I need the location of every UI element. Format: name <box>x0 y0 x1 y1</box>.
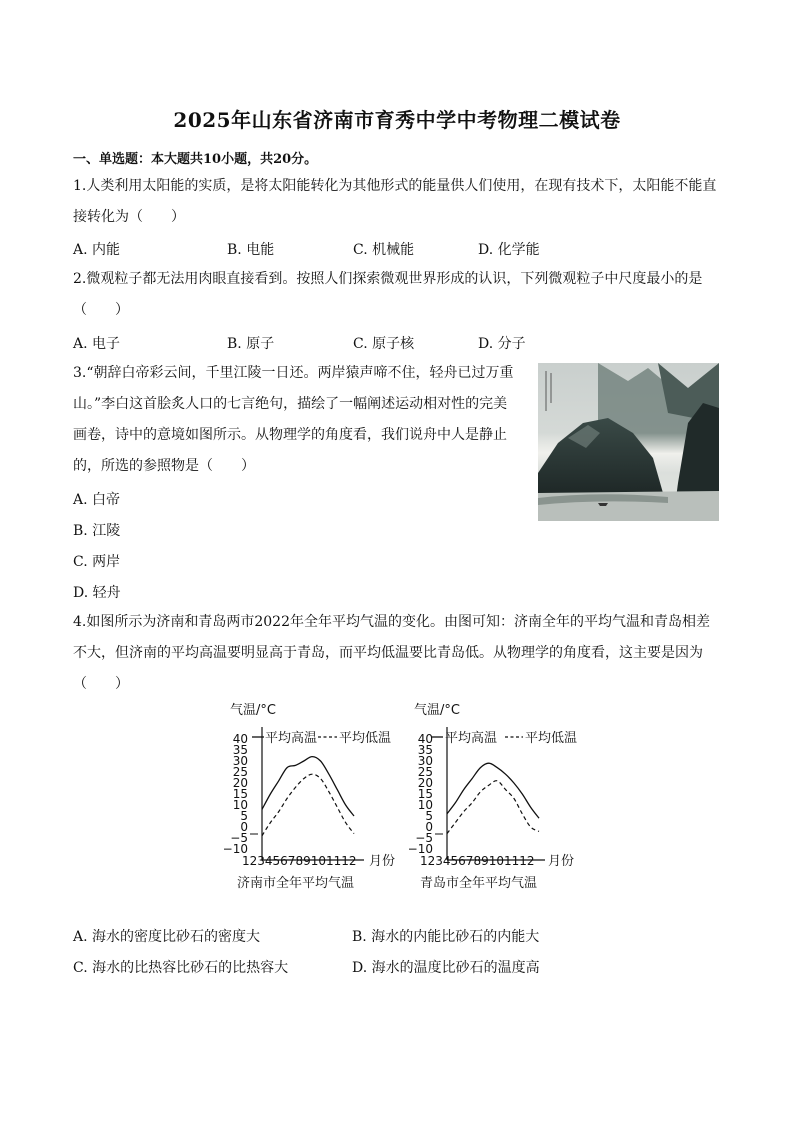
q3-line-1: 3.“朝辞白帝彩云间，千里江陵一日还。两岸猿声啼不住，轻舟已过万重 <box>73 365 514 381</box>
y-tick-label: 40 <box>417 732 433 746</box>
legend-low-label: 平均低温 <box>339 731 392 746</box>
chart-xtick-labels: 123456789101112 <box>420 854 535 868</box>
y-tick-label: −10 <box>222 842 248 856</box>
legend-high-label: 平均高温 <box>265 731 318 746</box>
chart-ylabel: 气温/°C <box>414 703 460 718</box>
q1-option-a[interactable]: A. 内能 <box>73 242 121 258</box>
series-low-line <box>447 781 539 834</box>
q3-line-3: 画卷，诗中的意境如图所示。从物理学的角度看，我们说舟中人是静止 <box>73 427 507 443</box>
y-tick-label: 0 <box>425 820 433 834</box>
y-tick-label: 35 <box>232 743 248 757</box>
y-tick-label: 40 <box>232 732 248 746</box>
y-tick-label: 30 <box>417 754 433 768</box>
y-tick-label: 25 <box>417 765 433 779</box>
chart-qingdao <box>397 697 597 897</box>
chart-title: 济南市全年平均气温 <box>237 876 355 891</box>
legend-low-label: 平均低温 <box>525 731 578 746</box>
q2-line-2: （ ） <box>73 302 129 318</box>
q2-option-b[interactable]: B. 原子 <box>227 336 275 352</box>
y-tick-label: −5 <box>415 831 433 845</box>
q4-option-d[interactable]: D. 海水的温度比砂石的温度高 <box>352 960 540 976</box>
q3-option-c[interactable]: C. 两岸 <box>73 554 121 570</box>
page-title: 2025年山东省济南市育秀中学中考物理二模试卷 <box>173 108 621 132</box>
q2-option-a[interactable]: A. 电子 <box>73 336 121 352</box>
chart-ylabel: 气温/°C <box>230 703 276 718</box>
y-tick-label: 10 <box>232 798 248 812</box>
q3-option-b[interactable]: B. 江陵 <box>73 523 121 539</box>
series-low-line <box>262 774 354 836</box>
chart-xlabel: 月份 <box>369 854 396 869</box>
y-tick-label: 15 <box>417 787 433 801</box>
q1-option-b[interactable]: B. 电能 <box>227 242 275 258</box>
q4-line-2: 不大，但济南的平均高温要明显高于青岛，而平均低温要比青岛低。从物理学的角度看，这主要是因为 <box>73 645 703 661</box>
q4-line-3: （ ） <box>73 676 129 692</box>
chart-title: 青岛市全年平均气温 <box>420 876 538 891</box>
q3-option-a[interactable]: A. 白帝 <box>73 492 121 508</box>
q2-option-c[interactable]: C. 原子核 <box>353 336 415 352</box>
q3-line-2: 山。”李白这首脍炙人口的七言绝句，描绘了一幅阐述运动相对性的完美 <box>73 396 508 412</box>
chart-jinan <box>212 697 412 897</box>
y-tick-label: 25 <box>232 765 248 779</box>
q4-line-1: 4.如图所示为济南和青岛两市2022年全年平均气温的变化。由图可知：济南全年的平均气温和青岛相差 <box>73 614 710 630</box>
chart-xlabel: 月份 <box>548 854 575 869</box>
q4-option-c[interactable]: C. 海水的比热容比砂石的比热容大 <box>73 960 289 976</box>
y-tick-label: 0 <box>240 820 248 834</box>
y-tick-label: 35 <box>417 743 433 757</box>
legend-high-label: 平均高温 <box>445 731 498 746</box>
y-tick-label: 20 <box>232 776 248 790</box>
q3-line-4: 的，所选的参照物是（ ） <box>73 458 255 474</box>
q1-option-c[interactable]: C. 机械能 <box>353 242 415 258</box>
q1-option-d[interactable]: D. 化学能 <box>478 242 540 258</box>
q3-option-d[interactable]: D. 轻舟 <box>73 585 121 601</box>
y-tick-label: −5 <box>230 831 248 845</box>
landscape-painting-icon <box>538 363 719 521</box>
y-tick-label: 5 <box>240 809 248 823</box>
q2-line-1: 2.微观粒子都无法用肉眼直接看到。按照人们探索微观世界形成的认识，下列微观粒子中尺度最小的是 <box>73 271 703 287</box>
series-high-line <box>447 763 539 818</box>
y-tick-label: 15 <box>232 787 248 801</box>
series-high-line <box>262 757 354 816</box>
q1-line-1: 1.人类利用太阳能的实质，是将太阳能转化为其他形式的能量供人们使用，在现有技术下，太阳能不能直 <box>73 178 717 194</box>
y-tick-label: 20 <box>417 776 433 790</box>
chart-xtick-labels: 123456789101112 <box>242 854 357 868</box>
q1-line-2: 接转化为（ ） <box>73 209 185 225</box>
section-heading: 一、单选题：本大题共10小题，共20分。 <box>73 152 318 167</box>
y-tick-label: −10 <box>407 842 433 856</box>
y-tick-label: 10 <box>417 798 433 812</box>
q4-option-a[interactable]: A. 海水的密度比砂石的密度大 <box>73 929 261 945</box>
q4-option-b[interactable]: B. 海水的内能比砂石的内能大 <box>352 929 540 945</box>
y-tick-label: 5 <box>425 809 433 823</box>
y-tick-label: 30 <box>232 754 248 768</box>
q2-option-d[interactable]: D. 分子 <box>478 336 526 352</box>
